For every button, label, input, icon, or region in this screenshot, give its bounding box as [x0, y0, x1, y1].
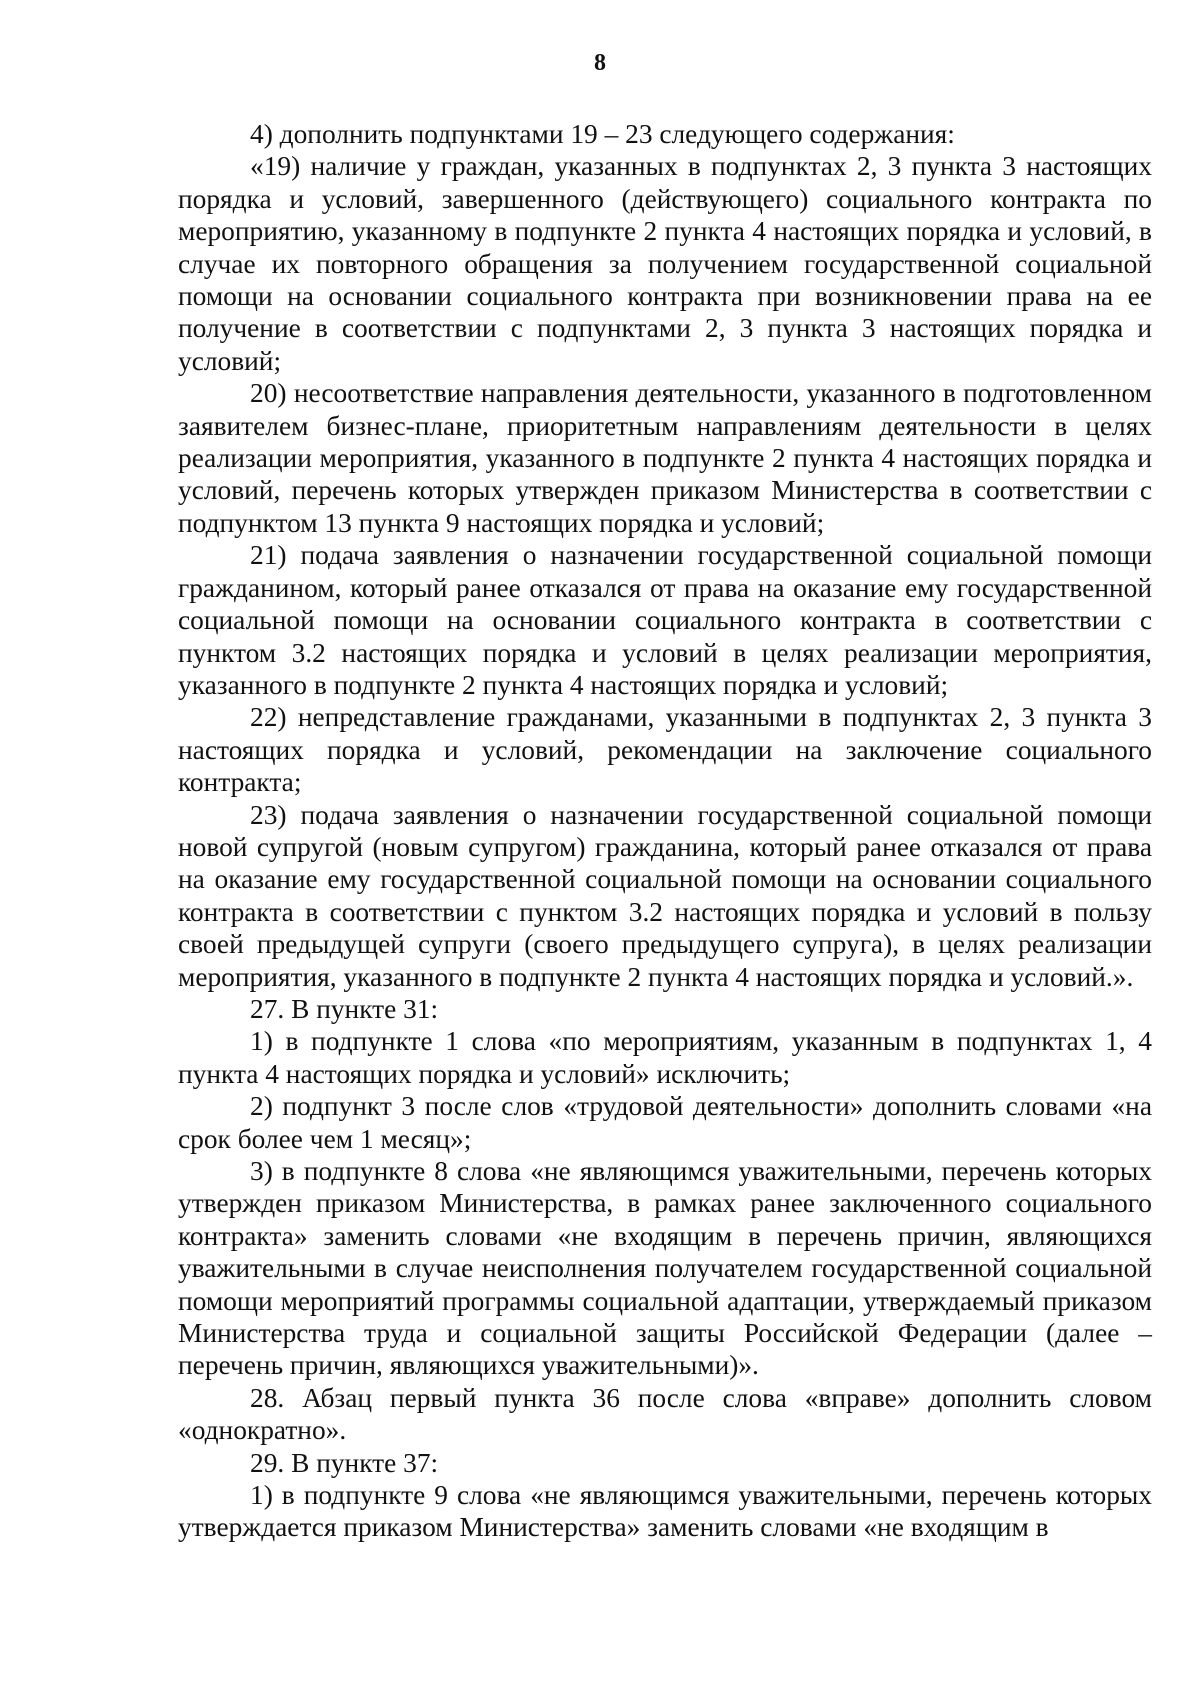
paragraph: 4) дополнить подпунктами 19 – 23 следующего содержания: — [250, 119, 955, 149]
paragraph: 27. В пункте 31: — [250, 993, 439, 1024]
paragraph: 29. В пункте 37: — [250, 1447, 439, 1478]
paragraph: 2) подпункт 3 после слов «трудовой деятельности» дополнить словами «на срок более чем 1 месяц»; — [178, 1091, 1152, 1154]
paragraph: 28. Абзац первый пункта 36 после слова «вправе» дополнить словом «однократно». — [178, 1382, 1152, 1446]
paragraph: 22) непредставление гражданами, указанными в подпунктах 2, 3 пункта 3 настоящих порядка и условий, рекомендации на заключение социального контракта; — [178, 702, 1152, 798]
paragraph: «19) наличие у граждан, указанных в подпунктах 2, 3 пункта 3 настоящих порядка и условий, завершенного (действующего) социального контракта по мероприятию, указанному в подпункте 2 пункта 4 настоящих порядка и условий, в случае их повторного обращения за получением государственной социальной помощи на основании социального контракта при возникновении права на ее получение в соответствии с подпунктами 2, 3 пункта 3 настоящих порядка и условий; — [178, 151, 1152, 376]
paragraph: 3) в подпункте 8 слова «не являющимся уважительными, перечень которых утвержден приказом Министерства, в рамках ранее заключенного социального контракта» заменить словами «не входящим в перечень причин, являющихся уважительными в случае неисполнения получателем государственной социальной помощи мероприятий программы социальной адаптации, утверждаемый приказом Министерства труда и социальной защиты Российской Федерации (далее – перечень причин, являющихся уважительными)». — [178, 1156, 1152, 1381]
page-number: 8 — [594, 50, 606, 76]
paragraph: 20) несоответствие направления деятельности, указанного в подготовленном заявителем бизнес-плане, приоритетным направлениям деятельности в целях реализации мероприятия, указанного в подпункте 2 пункта 4 настоящих порядка и условий, перечень которых утвержден приказом Министерства в соответствии с подпунктом 13 пункта 9 настоящих порядка и условий; — [178, 378, 1152, 538]
paragraph: 1) в подпункте 1 слова «по мероприятиям, указанным в подпунктах 1, 4 пункта 4 настоящих порядка и условий» исключить; — [178, 1026, 1152, 1089]
paragraph: 21) подача заявления о назначении государственной социальной помощи гражданином, который ранее отказался от права на оказание ему государственной социальной помощи на основании социального контракта в соответствии с пунктом 3.2 настоящих порядка и условий в целях реализации мероприятия, указанного в подпункте 2 пункта 4 настоящих порядка и условий; — [178, 540, 1152, 700]
paragraph: 1) в подпункте 9 слова «не являющимся уважительными, перечень которых утверждается приказом Министерства» заменить словами «не входящим в — [178, 1480, 1152, 1543]
paragraph: 23) подача заявления о назначении государственной социальной помощи новой супругой (новым супругом) гражданина, который ранее отказался от права на оказание ему государственной социальной помощи на основании социального контракта в соответствии с пунктом 3.2 настоящих порядка и условий в пользу своей предыдущей супруги (своего предыдущего супруга), в целях реализации мероприятия, указанного в подпункте 2 пункта 4 настоящих порядка и условий.». — [178, 799, 1152, 992]
document-body — [178, 118, 1152, 1544]
